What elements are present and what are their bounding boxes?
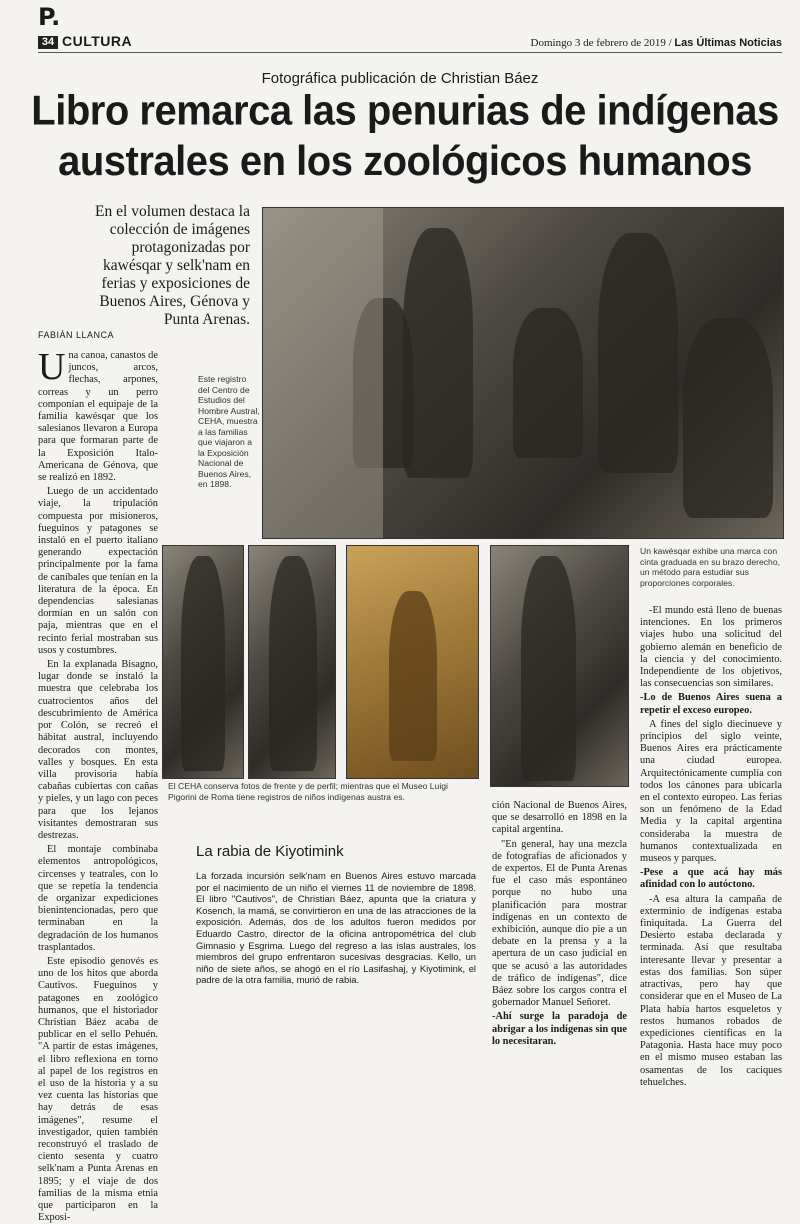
paragraph: -El mundo está lleno de buenas intenciones. En los primeros viajes hubo una solicitud del gobierno alemán en beneficio de la ciencia y del conocimiento. Independiente de los objetivos, las consecuencias son similares. bbox=[640, 605, 782, 690]
main-photo-caption: Este registro del Centro de Estudios del Hombre Austral, CEHA, muestra a las familias que viajaron a la Exposición Nacional de Buenos Aires, en 1898. bbox=[198, 374, 260, 489]
paragraph: Luego de un accidentado viaje, la tripulación compuesta por misioneros, fueguinos y patagones se instaló en el puerto italiano generando expectación principalmente por la fama de caníbales que tenían en la literatura de la época. En dependencias salesianas dormían en un salón con paja, mientras que en el recinto ferial mostraban sus usos y costumbres. bbox=[38, 486, 158, 656]
byline: FABIÁN LLANCA bbox=[38, 330, 115, 340]
page-number: 34 bbox=[38, 36, 58, 49]
dropcap: U bbox=[38, 346, 66, 388]
paper-name: Las Últimas Noticias bbox=[674, 37, 782, 49]
portrait-front-photo bbox=[162, 545, 244, 779]
kawesqar-caption: Un kawésqar exhibe una marca con cinta graduada en su brazo derecho, un método para estudiar sus proporciones corporales. bbox=[640, 546, 780, 588]
headline-line-1: Libro remarca las penurias de indígenas bbox=[31, 87, 779, 134]
section-label: CULTURA bbox=[62, 33, 133, 49]
kawesqar-photo bbox=[490, 545, 629, 787]
newspaper-logo: P. bbox=[38, 3, 61, 31]
kicker: Fotográfica publicación de Christian Báez bbox=[261, 70, 539, 87]
portrait-profile-photo bbox=[248, 545, 336, 779]
interview-question: -Pese a que acá hay más afinidad con lo autóctono. bbox=[640, 867, 782, 891]
interview-question: -Ahí surge la paradoja de abrigar a los indígenas sin que lo necesitaran. bbox=[492, 1011, 627, 1047]
paragraph: "En general, hay una mezcla de fotografías de aficionados y de expertos. El de Punta Arenas fue el caso más espontáneo porque no hubo una planificación para mostrar indígenas en un contexto de exhibición, aunque dio pie a un debate en la prensa y a la apertura de un caso judicial en que se acusó a las autoridades de tráfico de indígenas", dice Báez sobre los cargos contra el gobernador Manuel Señoret. bbox=[492, 838, 627, 1009]
dateline bbox=[531, 37, 782, 49]
interview-question: -Lo de Buenos Aires suena a repetir el exceso europeo. bbox=[640, 692, 782, 716]
paragraph: -A esa altura la campaña de exterminio de indígenas estaba finiquitada. La Guerra del Desierto estaba declarada y terminada. Así que resultaba interesante llevar y presentar a estas dos familias. Son súper atractivas, pero hay que considerar que en el Museo de La Plata había hartos esqueletos y restos humanos robados de expediciones científicas en la Patagonia. Hasta hace muy poco en el mismo museo estaban las osamentas de los caciques tehuelches. bbox=[640, 893, 782, 1088]
headline bbox=[30, 86, 780, 187]
sidebar-text: La forzada incursión selk'nam en Buenos Aires estuvo marcada por el nacimiento de un niño el viernes 11 de noviembre de 1898. El libro "Cautivos", de Christian Báez, apunta que la criatura y Kosench, la mamá, se convirtieron en una de las atracciones de la exposición. Además, dos de los adultos fueron medidos por Eduardo Castro, director de la oficina antropométrica del club Gimnasio y Esgrima. Luego del regreso a las islas australes, los miembros del grupo enfrentaron sucesivas desgracias. Kello, un niño de siete años, se ahogó en el río Lasifashaj, y Kiyotimink, el padre de la otra familia, murió de rabia. bbox=[196, 870, 476, 986]
sidebar-title: La rabia de Kiyotimink bbox=[196, 843, 344, 860]
headline-line-2: australes en los zoológicos humanos bbox=[58, 138, 752, 185]
paragraph: El montaje combinaba elementos antropológicos, circenses y teatrales, con lo que se repetía la tendencia de organizar expediciones bienintencionadas, pero que terminaban en la degradación de los humanos trasplantados. bbox=[38, 844, 158, 953]
portraits-caption: El CEHA conserva fotos de frente y de perfil; mientras que el Museo Luigi Pigorini de Roma tiene registros de niños indígenas austra es. bbox=[168, 781, 448, 802]
deck: En el volumen destaca la colección de imágenes protagonizadas por kawésqar y selk'nam en ferias y exposiciones de Buenos Aires, Génova y Punta Arenas. bbox=[95, 203, 250, 328]
article-column-4 bbox=[640, 605, 782, 1088]
paragraph: En la explanada Bisagno, lugar donde se instaló la muestra que celebraba los cuatrocientos años del descubrimiento de América por Colón, se recreó el hábitat austral, incluyendo decorados con montes, valles y bosques. En esta villa provisoria había cabañas cubiertas con cañas y pieles, y un lago con peces para que los lejanos visitantes demostraran sus destrezas. bbox=[38, 659, 158, 841]
paragraph: ción Nacional de Buenos Aires, que se desarrolló en 1898 en la capital argentina. bbox=[492, 800, 627, 836]
paragraph: na canoa, canastos de juncos, arcos, flechas, arpones, correas y un perro componían el equipaje de la familia kawésqar que los salesianos llevaron a Europa para que formaran parte de la Exposición Italo-Americana de Génova, que se realizó en 1892. bbox=[38, 350, 158, 484]
header-rule bbox=[38, 52, 782, 53]
child-photo bbox=[346, 545, 479, 779]
main-photo bbox=[262, 207, 784, 539]
paragraph: A fines del siglo diecinueve y principios del siglo veinte, Buenos Aires era prácticamente una ciudad europea. Arquitectónicamente cumplía con todos los cánones para ubicarla en el contexto europeo. Las ferias son un fenómeno de la Edad Media y la capital argentina consideraba la muestra de humanos contextualizada en museos y parques. bbox=[640, 718, 782, 865]
article-column-3 bbox=[492, 800, 627, 1047]
paragraph: Este episodio genovés es uno de los hitos que aborda Cautivos. Fueguinos y patagones en zoológico humanos, que el historiador Christian Báez acaba de publicar en el sello Pehuén. "A partir de estas imágenes, el libro reflexiona en torno al papel de los registros en el uso de la historia y a su vez cuenta las historias que hay detrás de esas imágenes", resume el investigador, quien también reconstruyó el traslado de ciento sesenta y cuatro selk'nam a Punta Arenas en 1895; y el viaje de dos familias de la misma etnia que participaron en la Exposi- bbox=[38, 955, 158, 1224]
date-text: Domingo 3 de febrero de 2019 / bbox=[530, 37, 675, 49]
article-column-1 bbox=[38, 346, 158, 1224]
